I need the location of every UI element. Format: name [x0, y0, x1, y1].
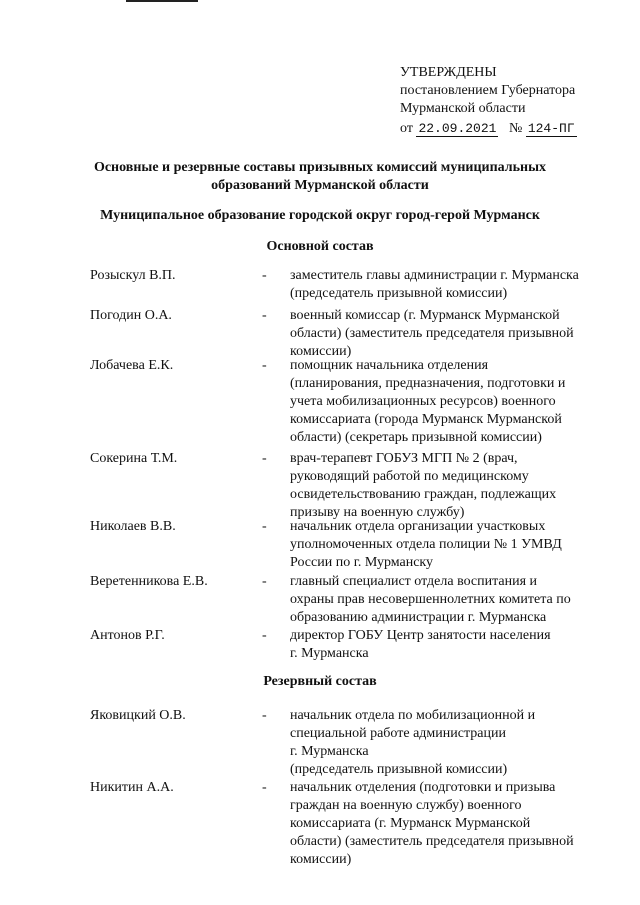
member-role — [290, 357, 610, 447]
member-role-line: (председатель призывной комиссии) — [290, 286, 508, 301]
approval-title: УТВЕРЖДЕНЫ — [400, 65, 497, 80]
member-name: Веретенникова Е.В. — [90, 574, 208, 589]
member-role — [290, 627, 610, 663]
member-role-line: начальник отделения (подготовки и призыва — [290, 780, 556, 795]
member-name: Антонов Р.Г. — [90, 628, 165, 643]
member-role-line: главный специалист отдела воспитания и — [290, 574, 538, 589]
member-role-line: комиссариата (города Мурманск Мурманской — [290, 412, 562, 427]
approval-date-line — [400, 120, 632, 138]
top-edge-mark — [126, 0, 198, 2]
member-role-line: директор ГОБУ Центр занятости населения — [290, 628, 551, 643]
member-role-line: области) (заместитель председателя призывной — [290, 326, 574, 341]
main-section-heading: Основной состав — [266, 239, 374, 254]
member-role-line: призыву на военную службу) — [290, 505, 465, 520]
member-role-line: помощник начальника отделения — [290, 358, 489, 373]
member-role — [290, 573, 610, 627]
member-role-line: охраны прав несовершеннолетних комитета по — [290, 592, 571, 607]
member-role-line: образованию администрации г. Мурманска — [290, 610, 547, 625]
member-role-line: уполномоченных отдела полиции № 1 УМВД — [290, 537, 562, 552]
member-role-line: врач-терапевт ГОБУЗ МГП № 2 (врач, — [290, 451, 518, 466]
member-role-line: России по г. Мурманску — [290, 555, 434, 570]
member-role-line: освидетельствованию граждан, подлежащих — [290, 487, 557, 502]
document-title-line-1: Основные и резервные составы призывных комиссий муниципальных — [93, 160, 547, 175]
member-name: Яковицкий О.В. — [90, 708, 186, 723]
member-dash: - — [262, 780, 267, 795]
member-dash: - — [262, 708, 267, 723]
date-prefix: от — [400, 121, 413, 136]
municipality-title: Муниципальное образование городской округ город-герой Мурманск — [100, 208, 540, 223]
reserve-section-heading: Резервный состав — [263, 674, 377, 689]
member-dash: - — [262, 574, 267, 589]
member-dash: - — [262, 451, 267, 466]
member-role — [290, 779, 610, 869]
member-dash: - — [262, 628, 267, 643]
member-name: Сокерина Т.М. — [90, 451, 178, 466]
member-role-line: г. Мурманска — [290, 744, 369, 759]
approval-stamp — [400, 64, 632, 138]
approval-line-2: Мурманской области — [400, 101, 526, 116]
approval-number: 124-ПГ — [527, 121, 575, 136]
member-role-line: области) (секретарь призывной комиссии) — [290, 430, 542, 445]
member-role-line: комиссии) — [290, 852, 352, 867]
member-dash: - — [262, 268, 267, 283]
member-name: Погодин О.А. — [90, 308, 172, 323]
member-role-line: граждан на военную службу) военного — [290, 798, 522, 813]
member-role-line: специальной работе администрации — [290, 726, 506, 741]
member-role-line: начальник отдела по мобилизационной и — [290, 708, 536, 723]
member-name: Розыскул В.П. — [90, 268, 176, 283]
member-role-line: руководящий работой по медицинскому — [290, 469, 529, 484]
member-role — [290, 450, 610, 522]
member-role-line: г. Мурманска — [290, 646, 369, 661]
member-role-line: начальник отдела организации участковых — [290, 519, 546, 534]
member-name: Никитин А.А. — [90, 780, 174, 795]
document-title-line-2: образований Мурманской области — [211, 178, 429, 193]
approval-line-1: постановлением Губернатора — [400, 83, 576, 98]
member-name: Николаев В.В. — [90, 519, 176, 534]
member-role-line: области) (заместитель председателя призывной — [290, 834, 574, 849]
member-dash: - — [262, 519, 267, 534]
member-role-line: военный комиссар (г. Мурманск Мурманской — [290, 308, 560, 323]
member-role — [290, 518, 610, 572]
member-role-line: (председатель призывной комиссии) — [290, 762, 508, 777]
approval-date: 22.09.2021 — [418, 121, 497, 136]
member-role-line: комиссариата (г. Мурманск Мурманской — [290, 816, 531, 831]
document-title — [0, 159, 640, 195]
number-prefix: № — [508, 121, 523, 136]
member-role — [290, 707, 610, 779]
member-dash: - — [262, 358, 267, 373]
member-role-line: комиссии) — [290, 344, 352, 359]
member-role-line: (планирования, предназначения, подготовки и — [290, 376, 566, 391]
member-role — [290, 307, 610, 361]
member-role-line: учета мобилизационных ресурсов) военного — [290, 394, 556, 409]
member-name: Лобачева Е.К. — [90, 358, 174, 373]
member-role-line: заместитель главы администрации г. Мурманска — [290, 268, 579, 283]
member-role — [290, 267, 610, 303]
member-dash: - — [262, 308, 267, 323]
